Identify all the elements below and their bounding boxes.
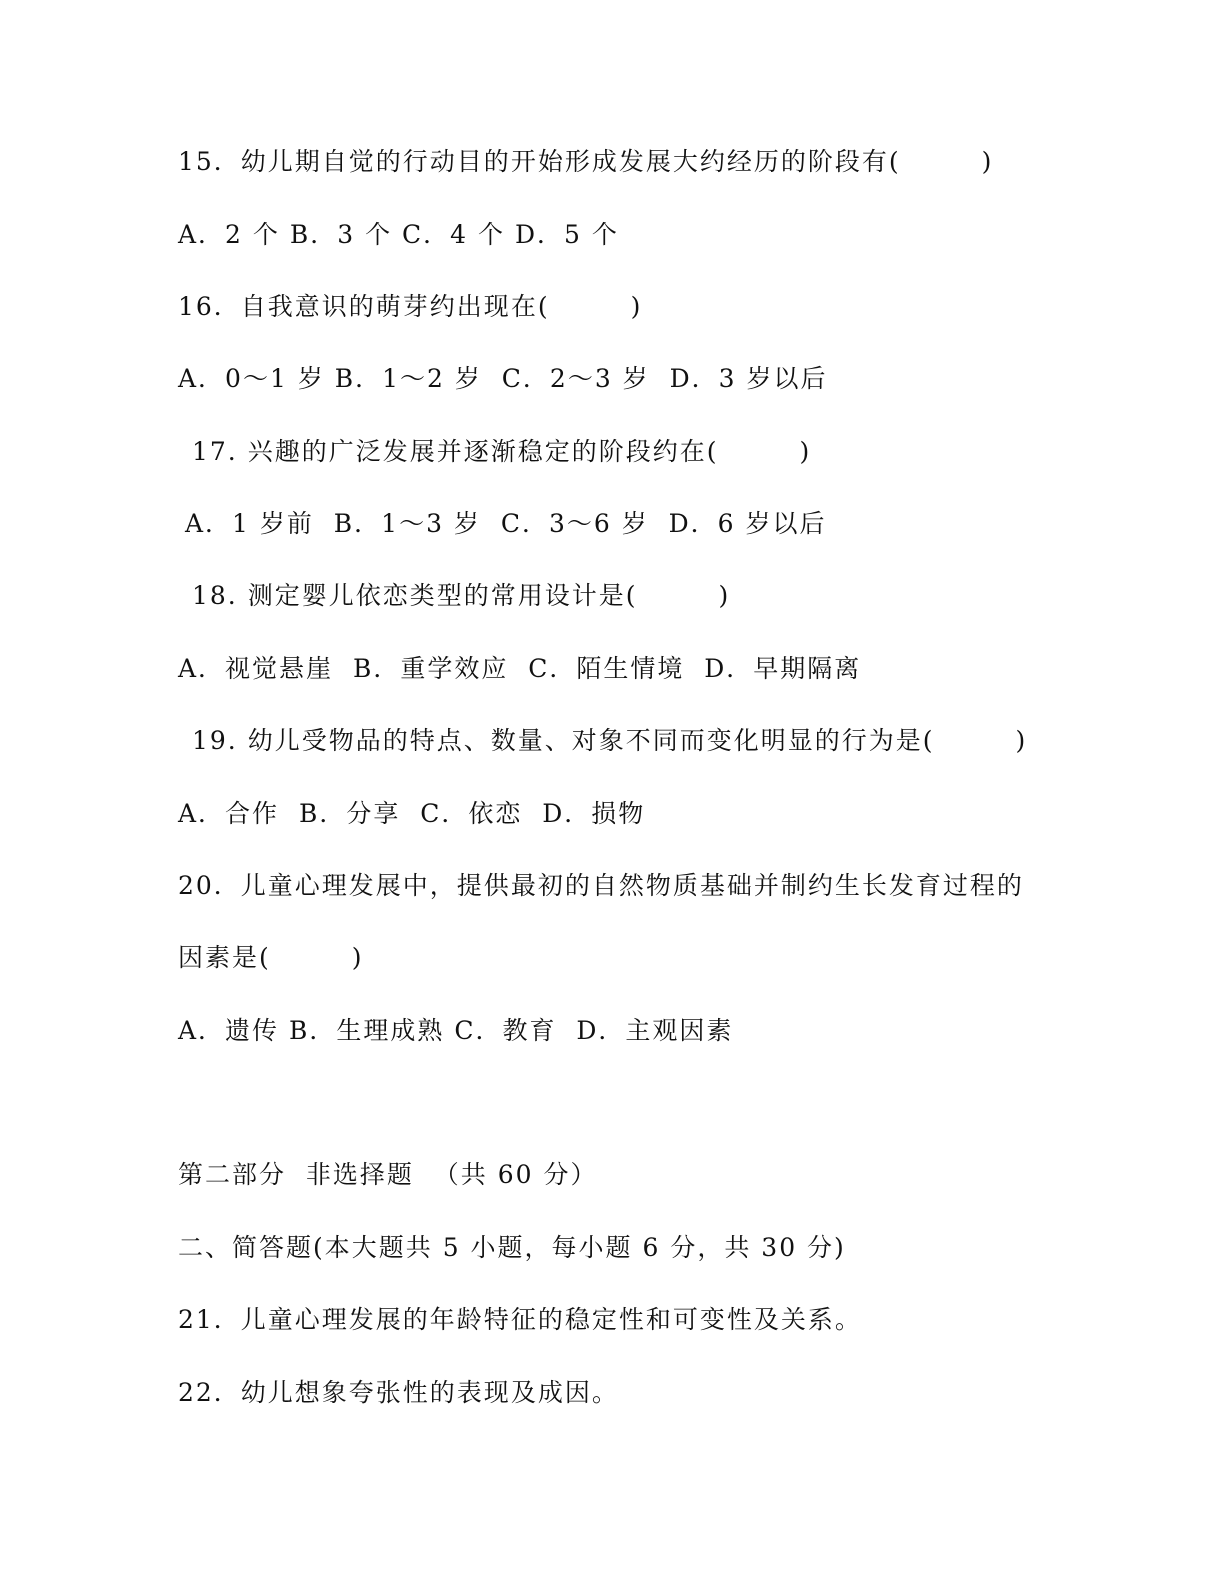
- question-20-stem-line2: 因素是( ): [178, 943, 364, 972]
- question-15-stem: 15．幼儿期自觉的行动目的开始形成发展大约经历的阶段有( ): [178, 147, 994, 176]
- question-22: 22．幼儿想象夸张性的表现及成因。: [178, 1378, 619, 1407]
- question-20-stem-line1: 20．儿童心理发展中，提供最初的自然物质基础并制约生长发育过程的: [178, 871, 1024, 900]
- question-17-stem: 17. 兴趣的广泛发展并逐渐稳定的阶段约在( ): [192, 437, 812, 466]
- section-heading-short-answer: 二、简答题(本大题共 5 小题，每小题 6 分，共 30 分): [178, 1233, 846, 1262]
- question-20-options: A．遗传 B．生理成熟 C．教育 D．主观因素: [178, 1016, 734, 1045]
- question-19-stem: 19. 幼儿受物品的特点、数量、对象不同而变化明显的行为是( ): [192, 726, 1028, 755]
- part-two-heading: 第二部分 非选择题 （共 60 分）: [178, 1160, 598, 1189]
- question-19-options: A．合作 B．分享 C．依恋 D．损物: [178, 799, 646, 828]
- question-18-stem: 18. 测定婴儿依恋类型的常用设计是( ): [192, 581, 731, 610]
- question-16-stem: 16．自我意识的萌芽约出现在( ): [178, 292, 643, 321]
- question-17-options: A．1 岁前 B．1～3 岁 C．3～6 岁 D．6 岁以后: [185, 509, 827, 538]
- question-15-options: A．2 个 B．3 个 C．4 个 D．5 个: [178, 220, 619, 249]
- question-18-options: A．视觉悬崖 B．重学效应 C．陌生情境 D．早期隔离: [178, 654, 862, 683]
- question-16-options: A．0～1 岁 B．1～2 岁 C．2～3 岁 D．3 岁以后: [178, 364, 828, 393]
- question-21: 21．儿童心理发展的年龄特征的稳定性和可变性及关系。: [178, 1305, 862, 1334]
